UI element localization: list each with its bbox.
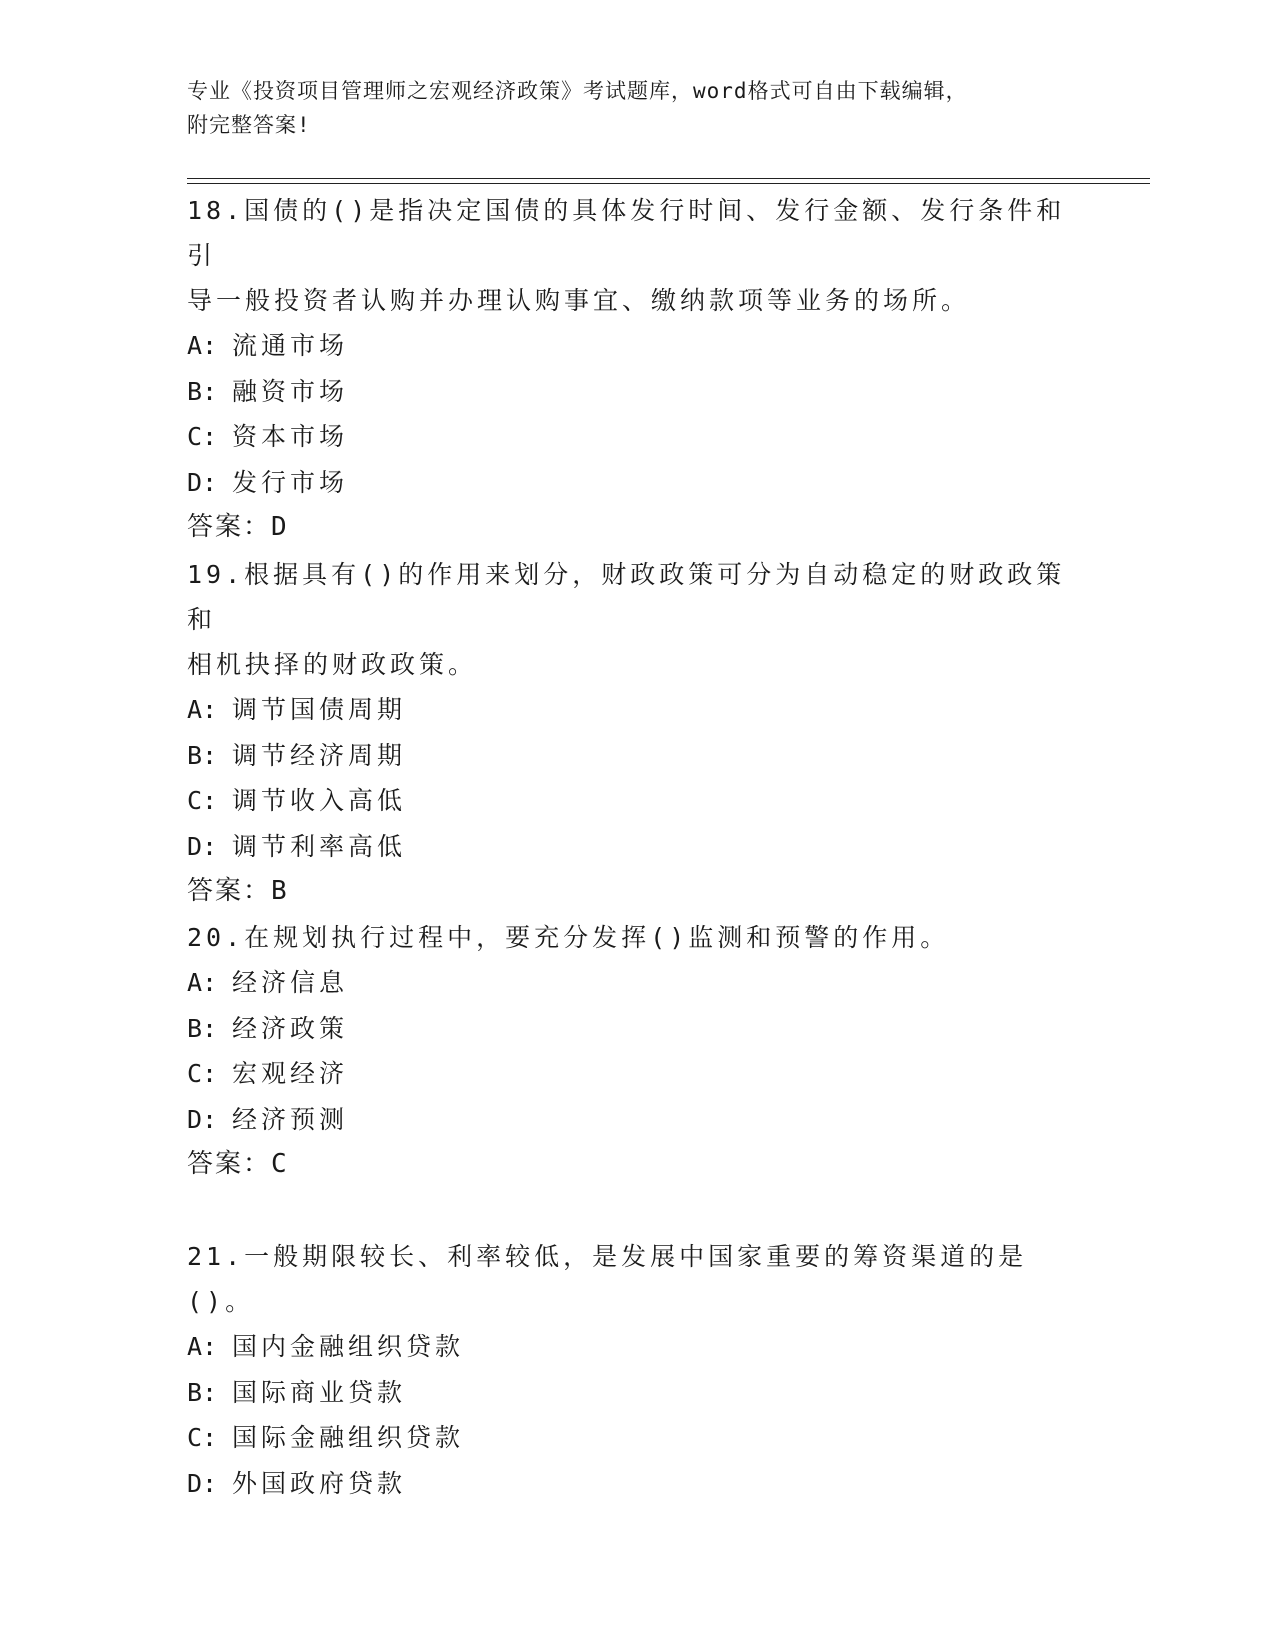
option-letter: D: — [187, 467, 218, 497]
option-letter: D: — [187, 1468, 218, 1498]
option-a — [187, 687, 1087, 733]
option-letter: C: — [187, 1423, 218, 1452]
option-text: 宏观经济 — [232, 1059, 349, 1088]
question-18 — [187, 188, 1087, 550]
option-letter: B: — [187, 740, 218, 770]
question-stem-line: 21.一般期限较长、利率较低，是发展中国家重要的筹资渠道的是()。 — [187, 1242, 1028, 1316]
option-text: 资本市场 — [232, 422, 349, 451]
option-text: 外国政府贷款 — [232, 1468, 407, 1498]
option-text: 国际金融组织贷款 — [232, 1423, 465, 1452]
question-20 — [187, 915, 1087, 1187]
option-a — [187, 1324, 1087, 1370]
option-letter: D: — [187, 831, 218, 861]
option-b — [187, 1370, 1087, 1416]
option-d — [187, 460, 1087, 506]
option-text: 流通市场 — [232, 331, 349, 360]
option-letter: A: — [187, 968, 218, 997]
option-c — [187, 778, 1087, 824]
option-d — [187, 1461, 1087, 1507]
option-text: 调节收入高低 — [232, 786, 407, 815]
option-c — [187, 1415, 1087, 1461]
answer-label: 答案：B — [187, 876, 289, 906]
option-a — [187, 323, 1087, 369]
header-line-1: 专业《投资项目管理师之宏观经济政策》考试题库，word格式可自由下载编辑， — [187, 79, 968, 103]
option-letter: B: — [187, 1013, 218, 1043]
question-19 — [187, 552, 1087, 914]
option-letter: C: — [187, 786, 218, 815]
question-stem-line: 20.在规划执行过程中，要充分发挥()监测和预警的作用。 — [187, 923, 950, 952]
answer-label: 答案：D — [187, 512, 289, 542]
option-letter: A: — [187, 331, 218, 360]
option-text: 调节利率高低 — [232, 831, 407, 861]
option-letter: D: — [187, 1104, 218, 1134]
question-stem-line: 18.国债的()是指决定国债的具体发行时间、发行金额、发行条件和引 — [187, 196, 1066, 270]
option-b — [187, 733, 1087, 779]
option-text: 经济信息 — [232, 968, 349, 997]
option-c — [187, 414, 1087, 460]
option-letter: C: — [187, 1059, 218, 1088]
option-b — [187, 1006, 1087, 1052]
option-text: 国际商业贷款 — [232, 1377, 407, 1407]
option-text: 发行市场 — [232, 467, 349, 497]
header-divider-top — [187, 178, 1150, 179]
option-a — [187, 960, 1087, 1006]
question-stem-line: 19.根据具有()的作用来划分，财政政策可分为自动稳定的财政政策和 — [187, 560, 1066, 634]
option-b — [187, 369, 1087, 415]
question-21 — [187, 1234, 1087, 1506]
option-text: 经济政策 — [232, 1013, 349, 1043]
option-text: 调节经济周期 — [232, 740, 407, 770]
document-header — [187, 74, 1067, 142]
option-letter: A: — [187, 1332, 218, 1361]
option-letter: A: — [187, 695, 218, 724]
option-text: 经济预测 — [232, 1104, 349, 1134]
question-stem-line: 相机抉择的财政政策。 — [187, 650, 478, 679]
option-text: 国内金融组织贷款 — [232, 1332, 465, 1361]
header-line-2: 附完整答案! — [187, 113, 311, 137]
answer-label: 答案：C — [187, 1149, 289, 1179]
question-stem-line: 导一般投资者认购并办理认购事宜、缴纳款项等业务的场所。 — [187, 286, 971, 315]
option-text: 融资市场 — [232, 376, 349, 406]
option-c — [187, 1051, 1087, 1097]
option-text: 调节国债周期 — [232, 695, 407, 724]
option-d — [187, 824, 1087, 870]
option-letter: C: — [187, 422, 218, 451]
option-letter: B: — [187, 376, 218, 406]
option-d — [187, 1097, 1087, 1143]
option-letter: B: — [187, 1377, 218, 1407]
header-divider-bottom — [187, 183, 1150, 184]
